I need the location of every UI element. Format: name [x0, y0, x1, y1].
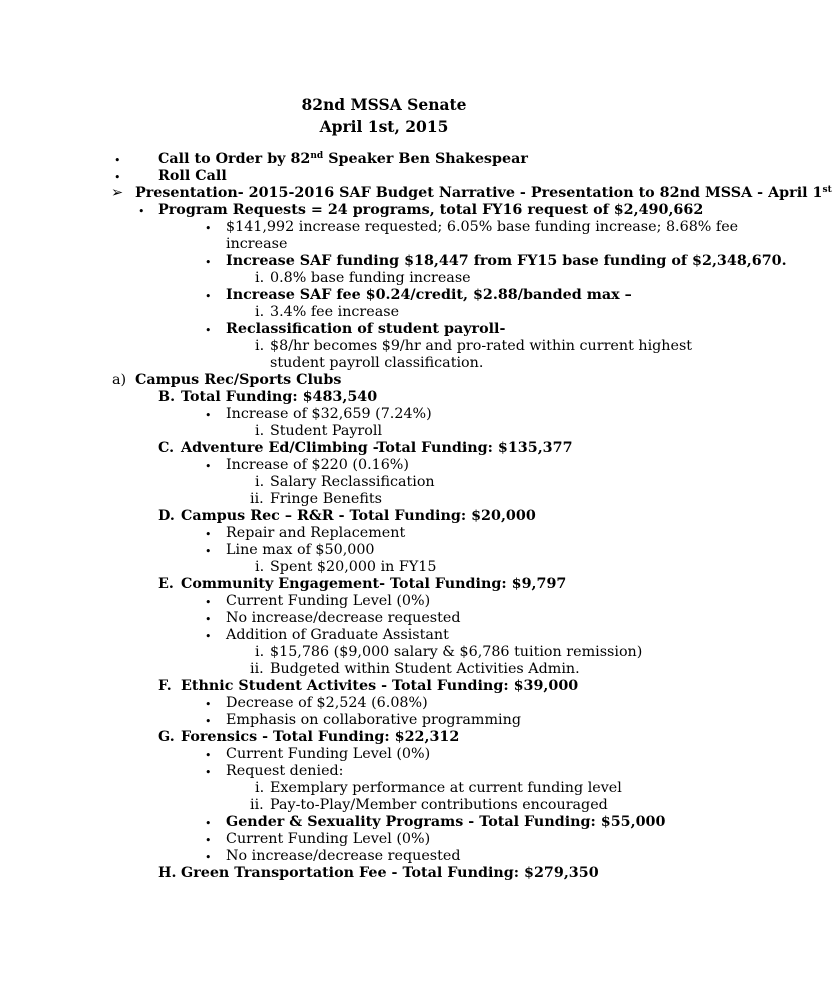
bullet-icon: • [205, 222, 212, 235]
roman-numeral: i. [255, 270, 265, 286]
bullet-icon: • [205, 528, 212, 541]
document-title: 82nd MSSA Senate [301, 95, 467, 114]
letter-marker: F. [158, 678, 172, 694]
bullet-icon: • [205, 749, 212, 762]
letter-marker: B. [158, 389, 176, 405]
list-item: No increase/decrease requested [226, 848, 461, 864]
list-item: Request denied: [226, 763, 344, 779]
list-item: Current Funding Level (0%) [226, 593, 431, 609]
arrow-bullet-icon: ➢ [111, 185, 123, 201]
roman-numeral: i. [255, 780, 265, 796]
letter-marker: H. [158, 865, 177, 881]
list-item: Salary Reclassification [270, 474, 435, 490]
list-item: Repair and Replacement [226, 525, 406, 541]
list-item: $141,992 increase requested; 6.05% base funding increase; 8.68% fee [226, 219, 739, 235]
list-item: Line max of $50,000 [226, 542, 375, 558]
list-item: Increase of $220 (0.16%) [226, 457, 409, 473]
list-item: Addition of Graduate Assistant [226, 627, 449, 643]
section-heading: Total Funding: $483,540 [181, 389, 378, 405]
section-heading: Green Transportation Fee - Total Funding: $279,350 [181, 865, 599, 881]
letter-marker: C. [158, 440, 175, 456]
list-item: Budgeted within Student Activities Admin. [270, 661, 580, 677]
program-requests: Program Requests = 24 programs, total FY16 request of $2,490,662 [158, 202, 704, 218]
list-item: student payroll classification. [270, 355, 484, 371]
bullet-icon: • [205, 715, 212, 728]
list-item: Fringe Benefits [270, 491, 382, 507]
list-item: Exemplary performance at current funding level [270, 780, 622, 796]
section-heading: Forensics - Total Funding: $22,312 [181, 729, 460, 745]
letter-marker: G. [158, 729, 175, 745]
roman-numeral: i. [255, 423, 265, 439]
bullet-icon: • [205, 766, 212, 779]
list-item: $8/hr becomes $9/hr and pro-rated within current highest [270, 338, 693, 354]
list-item: Increase SAF funding $18,447 from FY15 base funding of $2,348,670. [226, 253, 787, 269]
list-item: Pay-to-Play/Member contributions encouraged [270, 797, 608, 813]
bullet-icon: • [205, 324, 212, 337]
list-item: Current Funding Level (0%) [226, 746, 431, 762]
bullet-icon: • [205, 630, 212, 643]
list-item: Decrease of $2,524 (6.08%) [226, 695, 428, 711]
letter-marker: E. [158, 576, 174, 592]
bullet-icon: • [205, 817, 212, 830]
list-item: Student Payroll [270, 423, 383, 439]
bullet-icon: • [205, 256, 212, 269]
roman-numeral: i. [255, 474, 265, 490]
list-item: Gender & Sexuality Programs - Total Funding: $55,000 [226, 814, 666, 830]
bullet-icon: • [205, 613, 212, 626]
section-heading: Adventure Ed/Climbing -Total Funding: $135,377 [181, 440, 573, 456]
roll-call: Roll Call [158, 168, 227, 184]
bullet-icon: • [205, 460, 212, 473]
roman-numeral: ii. [250, 661, 264, 677]
bullet-icon: • [205, 409, 212, 422]
list-item: Reclassification of student payroll- [226, 321, 506, 337]
bullet-icon: • [205, 290, 212, 303]
roman-numeral: i. [255, 338, 265, 354]
bullet-icon: • [114, 154, 121, 167]
bullet-icon: • [114, 171, 121, 184]
bullet-icon: • [205, 851, 212, 864]
call-to-order: Call to Order by 82nd Speaker Ben Shakespear [158, 151, 528, 167]
list-item: 0.8% base funding increase [270, 270, 471, 286]
section-heading: Campus Rec – R&R - Total Funding: $20,000 [181, 508, 536, 524]
bullet-icon: • [205, 596, 212, 609]
roman-numeral: i. [255, 304, 265, 320]
presentation-heading: Presentation- 2015-2016 SAF Budget Narrative - Presentation to 82nd MSSA - April 1st [135, 185, 832, 201]
list-item: Current Funding Level (0%) [226, 831, 431, 847]
list-item: increase [226, 236, 288, 252]
roman-numeral: i. [255, 559, 265, 575]
letter-marker: a) [112, 372, 127, 388]
list-item: Emphasis on collaborative programming [226, 712, 521, 728]
list-item: No increase/decrease requested [226, 610, 461, 626]
bullet-icon: • [205, 834, 212, 847]
bullet-icon: • [138, 205, 145, 218]
list-item: 3.4% fee increase [270, 304, 400, 320]
section-heading: Community Engagement- Total Funding: $9,797 [181, 576, 567, 592]
section-heading: Campus Rec/Sports Clubs [135, 372, 342, 388]
letter-marker: D. [158, 508, 175, 524]
roman-numeral: ii. [250, 491, 264, 507]
document-date: April 1st, 2015 [319, 117, 449, 136]
roman-numeral: i. [255, 644, 265, 660]
list-item: $15,786 ($9,000 salary & $6,786 tuition remission) [270, 644, 643, 660]
section-heading: Ethnic Student Activites - Total Funding: $39,000 [181, 678, 579, 694]
bullet-icon: • [205, 545, 212, 558]
list-item: Increase of $32,659 (7.24%) [226, 406, 432, 422]
roman-numeral: ii. [250, 797, 264, 813]
list-item: Spent $20,000 in FY15 [270, 559, 437, 575]
list-item: Increase SAF fee $0.24/credit, $2.88/banded max – [226, 287, 632, 303]
bullet-icon: • [205, 698, 212, 711]
